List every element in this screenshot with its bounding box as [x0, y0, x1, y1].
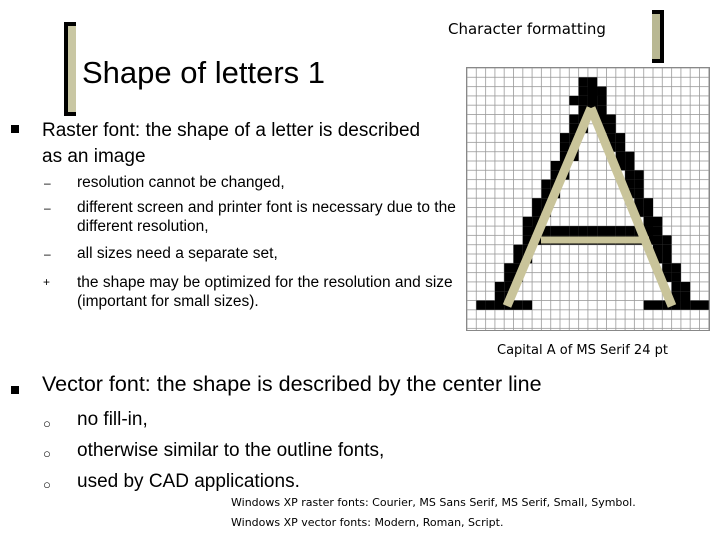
glyph-pixel — [625, 161, 634, 170]
list-item: the shape may be optimized for the resolution and size (important for small sizes). — [77, 274, 453, 310]
glyph-pixel — [588, 87, 597, 96]
right-bracket-decoration — [652, 10, 664, 63]
slide-title: Shape of letters 1 — [82, 55, 325, 90]
glyph-pixel — [514, 245, 523, 254]
glyph-pixel — [495, 282, 504, 291]
glyph-pixel — [653, 226, 662, 235]
square-bullet-icon — [11, 125, 19, 133]
glyph-pixel — [551, 161, 560, 170]
glyph-pixel — [625, 226, 634, 235]
glyph-pixel — [681, 301, 690, 310]
list-item: resolution cannot be changed, — [77, 174, 285, 191]
glyph-pixel — [579, 87, 588, 96]
glyph-pixel — [504, 263, 513, 272]
glyph-pixel — [634, 170, 643, 179]
glyph-pixel — [616, 142, 625, 151]
glyph-pixel — [662, 263, 671, 272]
glyph-pixel — [569, 96, 578, 105]
glyph-pixel — [616, 226, 625, 235]
glyph-pixel — [672, 273, 681, 282]
glyph-pixel — [672, 282, 681, 291]
glyph-pixel — [551, 226, 560, 235]
glyph-pixel — [607, 124, 616, 133]
glyph-pixel — [532, 198, 541, 207]
footnote-raster-fonts: Windows XP raster fonts: Courier, MS Sans Serif, MS Serif, Small, Symbol. — [231, 496, 636, 509]
footnote-vector-fonts: Windows XP vector fonts: Modern, Roman, Script. — [231, 516, 504, 529]
raster-glyph-figure — [466, 67, 710, 331]
glyph-pixel — [653, 301, 662, 310]
list-marker: – — [44, 247, 51, 261]
list-marker: – — [44, 176, 51, 190]
glyph-pixel — [653, 217, 662, 226]
glyph-pixel — [588, 96, 597, 105]
glyph-pixel — [597, 96, 606, 105]
glyph-pixel — [597, 105, 606, 114]
vector-heading: Vector font: the shape is described by the center line — [42, 372, 542, 396]
circle-bullet-icon: ○ — [43, 416, 51, 431]
glyph-pixel — [532, 208, 541, 217]
glyph-pixel — [569, 115, 578, 124]
glyph-pixel — [476, 301, 485, 310]
list-item: different screen and printer font is necessary due to the different resolution, — [77, 199, 456, 235]
glyph-pixel — [616, 152, 625, 161]
glyph-pixel — [579, 96, 588, 105]
left-bracket-decoration — [64, 22, 76, 116]
glyph-pixel — [560, 133, 569, 142]
glyph-pixel — [504, 273, 513, 282]
glyph-pixel — [560, 226, 569, 235]
list-item: no fill-in, — [77, 409, 148, 430]
list-item: otherwise similar to the outline fonts, — [77, 440, 385, 461]
glyph-pixel — [523, 226, 532, 235]
glyph-pixel — [700, 301, 709, 310]
glyph-pixel — [486, 301, 495, 310]
glyph-pixel — [569, 226, 578, 235]
glyph-pixel — [662, 235, 671, 244]
glyph-pixel — [644, 217, 653, 226]
glyph-pixel — [625, 170, 634, 179]
circle-bullet-icon: ○ — [43, 446, 51, 461]
glyph-pixel — [495, 301, 504, 310]
raster-glyph-grid — [467, 68, 709, 330]
raster-heading: Raster font: the shape of a letter is described as an image — [42, 120, 421, 167]
section-title: Character formatting — [448, 20, 606, 38]
glyph-pixel — [560, 142, 569, 151]
glyph-pixel — [523, 301, 532, 310]
list-marker: + — [43, 275, 51, 289]
circle-bullet-icon: ○ — [43, 477, 51, 492]
glyph-pixel — [644, 301, 653, 310]
glyph-pixel — [625, 152, 634, 161]
glyph-pixel — [690, 301, 699, 310]
glyph-pixel — [681, 291, 690, 300]
glyph-pixel — [597, 226, 606, 235]
glyph-pixel — [644, 198, 653, 207]
glyph-pixel — [662, 245, 671, 254]
glyph-pixel — [597, 87, 606, 96]
glyph-pixel — [607, 226, 616, 235]
list-item: all sizes need a separate set, — [77, 245, 278, 262]
glyph-pixel — [495, 291, 504, 300]
glyph-pixel — [634, 180, 643, 189]
glyph-pixel — [579, 226, 588, 235]
glyph-pixel — [644, 208, 653, 217]
glyph-pixel — [541, 180, 550, 189]
glyph-pixel — [681, 282, 690, 291]
glyph-pixel — [588, 77, 597, 86]
glyph-pixel — [653, 235, 662, 244]
glyph-pixel — [607, 115, 616, 124]
glyph-pixel — [514, 301, 523, 310]
glyph-pixel — [579, 77, 588, 86]
glyph-pixel — [523, 217, 532, 226]
glyph-pixel — [634, 189, 643, 198]
glyph-pixel — [662, 254, 671, 263]
list-marker: – — [44, 201, 51, 215]
glyph-pixel — [588, 226, 597, 235]
square-bullet-icon — [11, 386, 19, 394]
glyph-pixel — [672, 263, 681, 272]
glyph-pixel — [616, 133, 625, 142]
figure-caption: Capital A of MS Serif 24 pt — [497, 343, 668, 358]
list-item: used by CAD applications. — [77, 471, 300, 492]
